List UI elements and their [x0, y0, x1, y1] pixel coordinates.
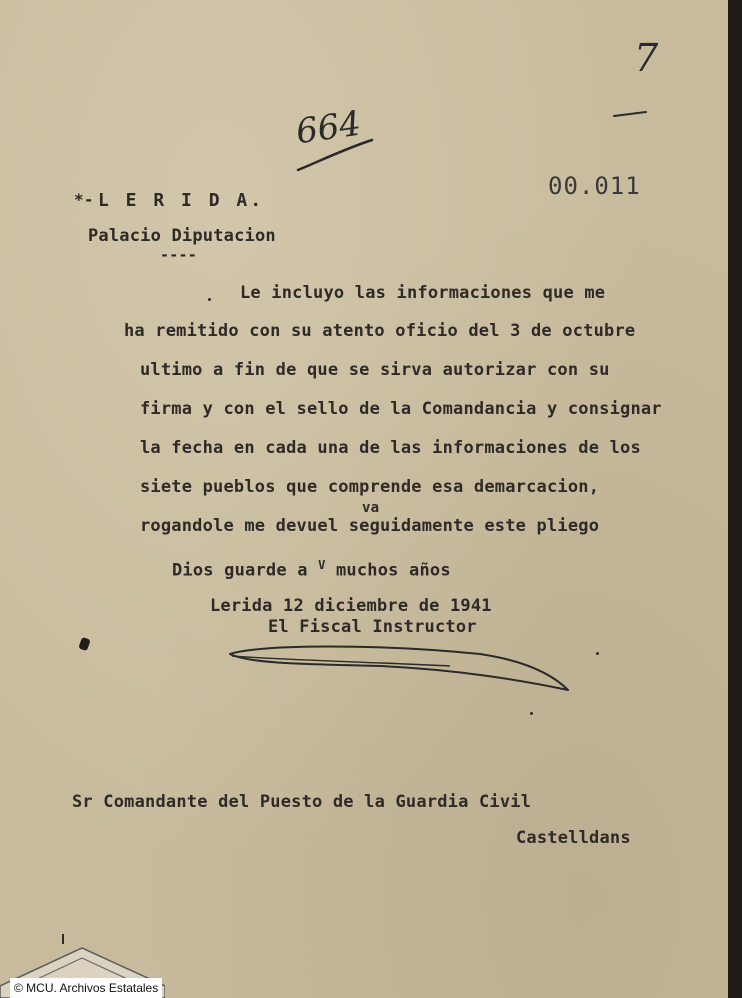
- archive-stamp-number: 00.011: [548, 172, 641, 200]
- office-line: Palacio Diputacion: [88, 226, 276, 246]
- body-line-5: la fecha en cada una de las informaciones de los: [140, 438, 641, 458]
- body-line-6: siete pueblos que comprende esa demarcacion,: [140, 477, 600, 497]
- archive-watermark: [0, 942, 165, 998]
- body-line-4: firma y con el sello de la Comandancia y consignar: [140, 399, 662, 419]
- ink-speck: [596, 652, 599, 655]
- office-underline: ----: [160, 246, 197, 264]
- reference-number-annotation: 664: [293, 103, 364, 153]
- page-number-annotation: 7: [634, 36, 659, 80]
- reference-underline-stroke: [292, 130, 382, 180]
- ink-speck: [208, 298, 211, 301]
- city-prefix-mark: *-: [74, 190, 94, 209]
- body-line-3: ultimo a fin de que se sirva autorizar con su: [140, 360, 610, 380]
- place-date-line: Lerida 12 diciembre de 1941: [210, 596, 492, 616]
- signature-flourish: [220, 636, 580, 700]
- salutation-superscript: V: [318, 558, 326, 572]
- city-heading: L E R I D A.: [98, 190, 265, 211]
- body-insertion: va: [362, 500, 380, 516]
- body-line-2: ha remitido con su atento oficio del 3 de octubre: [124, 321, 636, 341]
- ink-speck: [530, 712, 533, 715]
- scan-border: [728, 0, 742, 998]
- salutation-start: Dios guarde a: [172, 560, 308, 581]
- body-line-1: Le incluyo las informaciones que me: [240, 283, 606, 303]
- signatory-title: El Fiscal Instructor: [268, 617, 477, 637]
- recipient-location: Castelldans: [516, 828, 631, 848]
- pencil-dash-mark: [612, 108, 652, 120]
- punch-hole-mark: [78, 637, 91, 651]
- salutation-line: [172, 558, 451, 581]
- watermark-label: © MCU. Archivos Estatales: [10, 978, 162, 998]
- body-line-7: rogandole me devuel seguidamente este pliego: [140, 516, 600, 536]
- salutation-end: muchos años: [335, 560, 451, 581]
- recipient-name: Sr Comandante del Puesto de la Guardia Civil: [72, 792, 532, 812]
